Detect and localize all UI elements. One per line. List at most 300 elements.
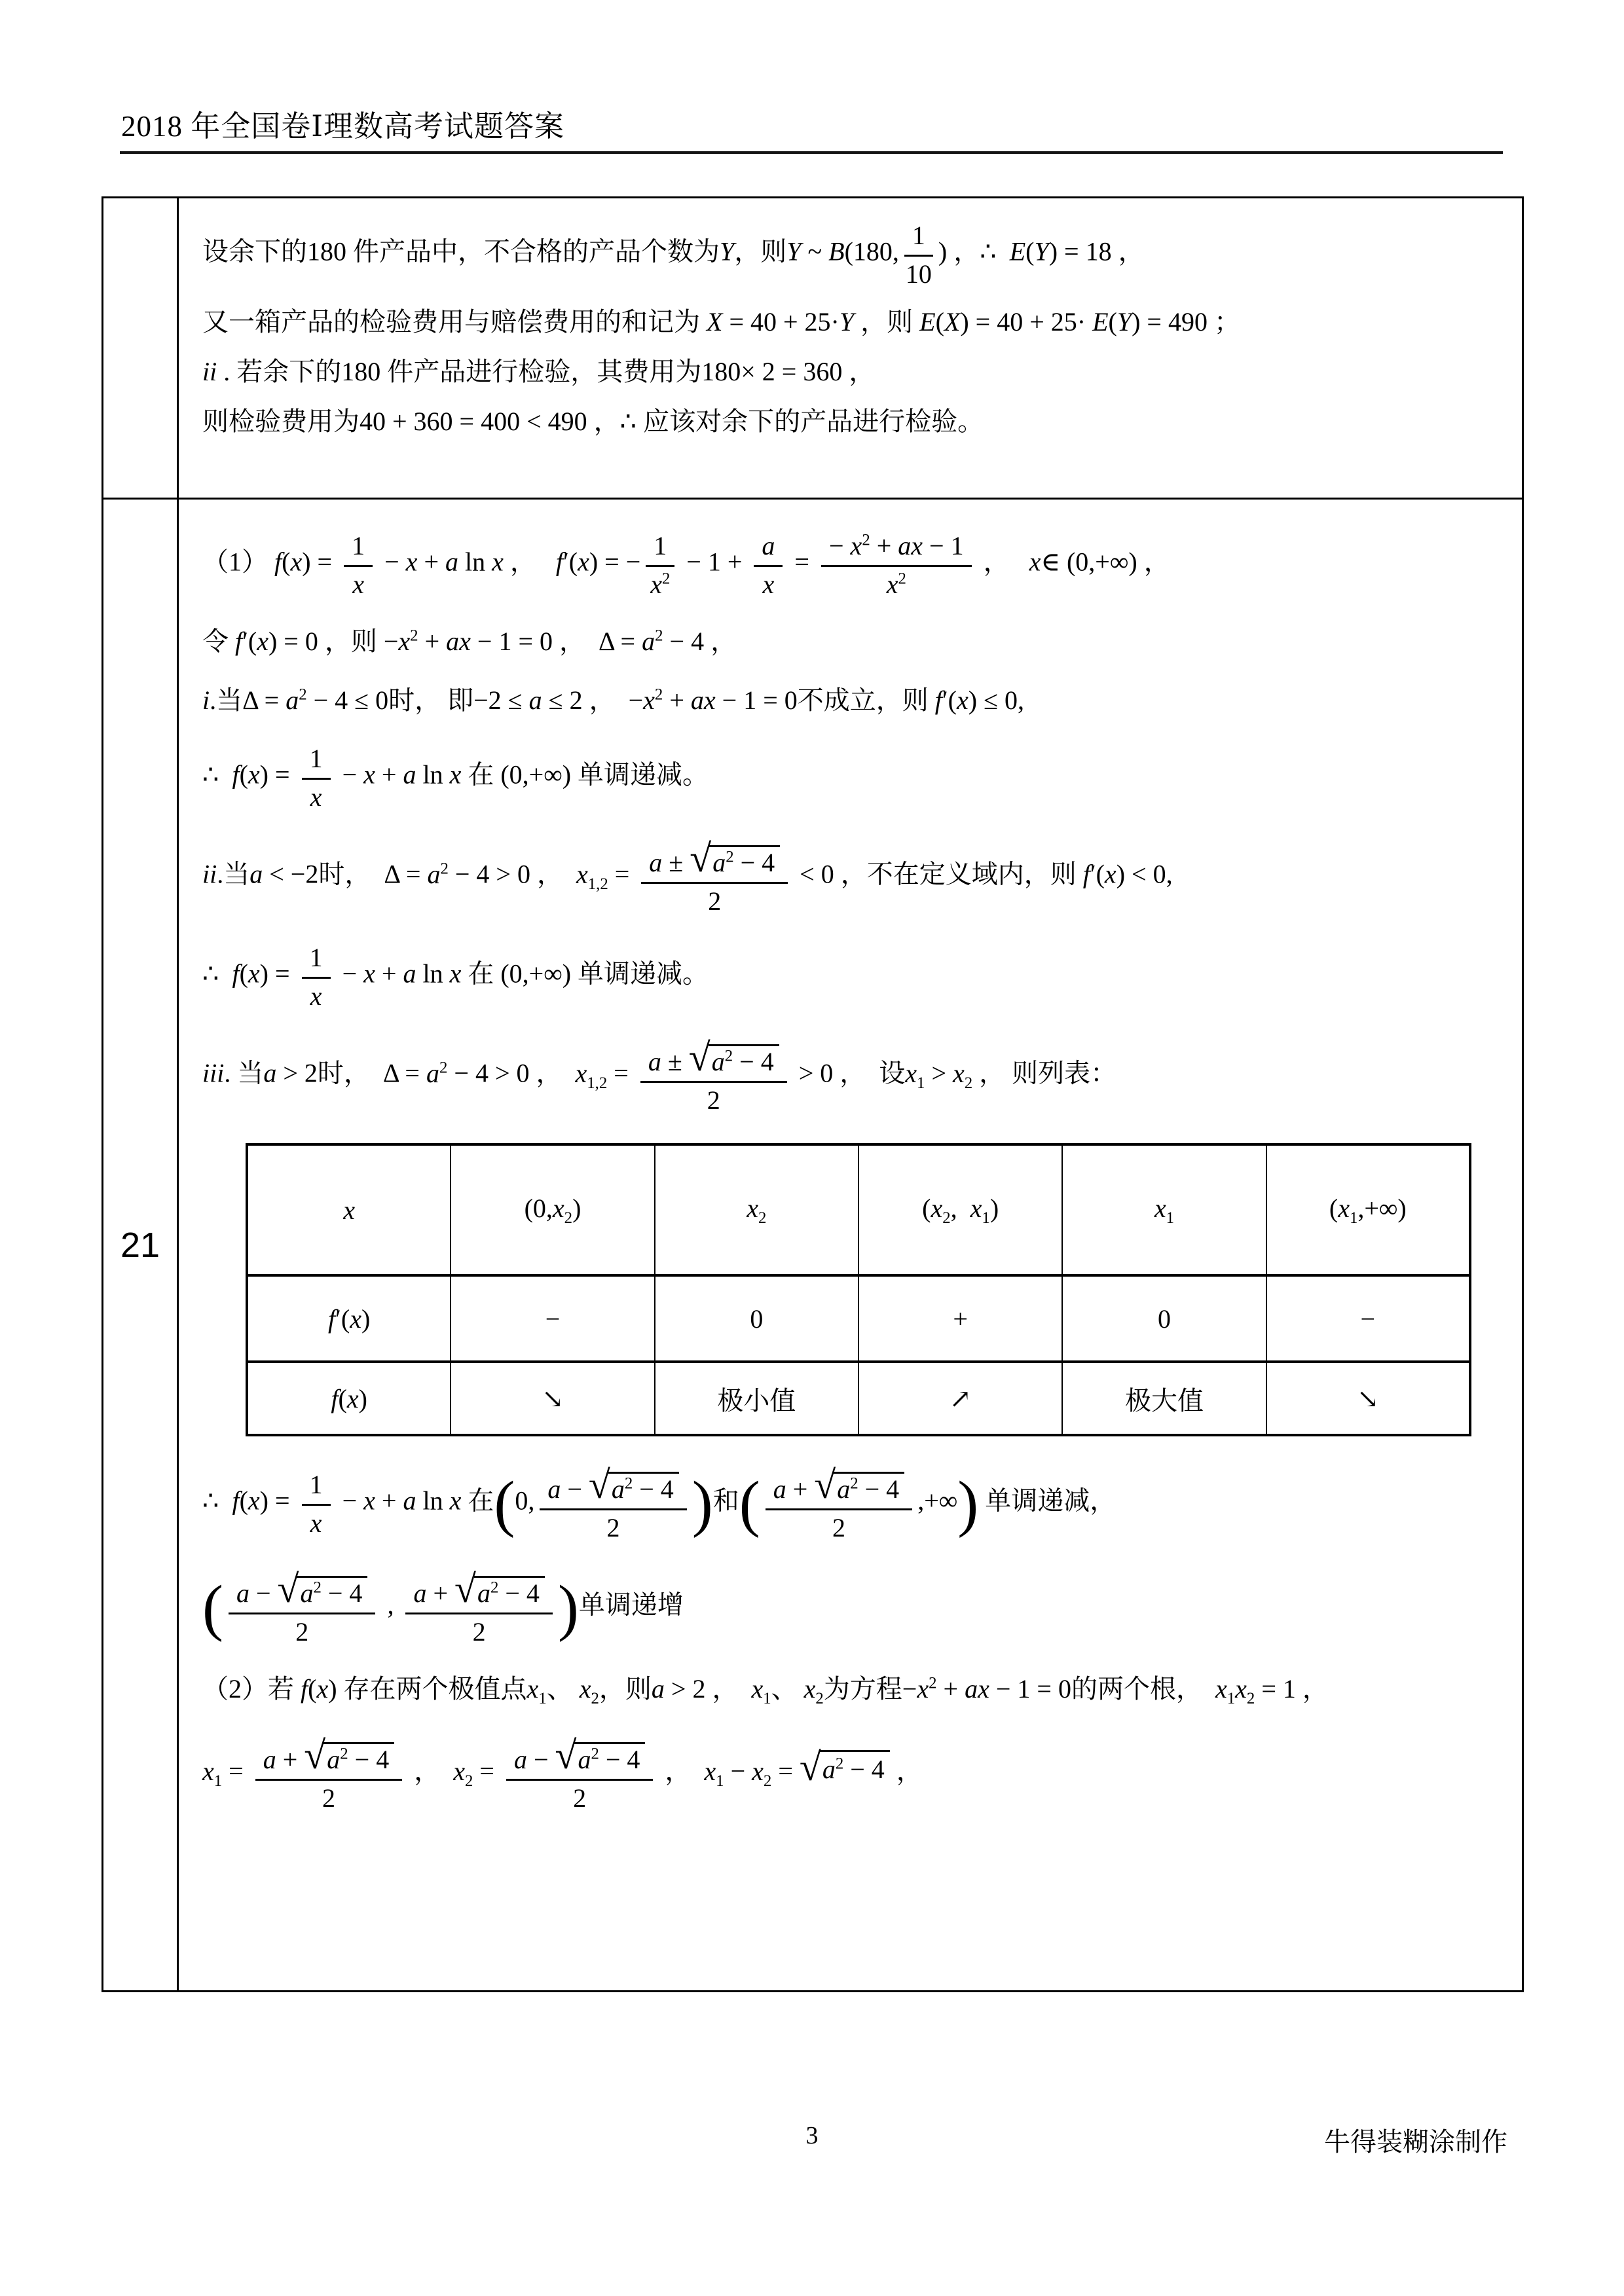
text-run: ( [239, 1485, 248, 1516]
text-run: − 4 [858, 1474, 900, 1504]
scripted-symbol: $x^2$ [917, 1674, 937, 1704]
fraction-denominator [295, 1614, 308, 1647]
text-run: = [473, 1756, 501, 1786]
text-run: x [290, 547, 303, 577]
question-number-cell: 21 [103, 500, 179, 1990]
fraction-denominator [310, 979, 322, 1011]
text-run: x [363, 1485, 375, 1516]
text-run: x [449, 1485, 462, 1516]
text-run: ( [338, 1383, 347, 1413]
text-run: − [724, 1756, 752, 1786]
text-run: > 2时， Δ = [276, 1058, 426, 1088]
text-run: Y [1116, 307, 1132, 337]
text-run: Y [720, 236, 735, 266]
fraction-numerator [646, 530, 674, 567]
text-run: .当Δ = [210, 685, 286, 715]
text-run: − [335, 958, 364, 989]
text-run: a [651, 1674, 665, 1704]
text-run: i [202, 685, 210, 715]
scripted-symbol: $a^2$ [286, 685, 307, 715]
text-run: 1 [912, 221, 925, 250]
answer-content-20 [179, 198, 1522, 498]
fraction-denominator [322, 1781, 335, 1813]
text-run: − 4 [733, 848, 775, 877]
text-run: x [363, 958, 375, 989]
text-run: + [870, 531, 898, 560]
text-run: Y [1034, 236, 1049, 266]
text-run: ∴ [202, 958, 232, 989]
text-run: ) < 0, [1116, 859, 1173, 889]
text-run: 、 [771, 1674, 804, 1704]
table-cell [451, 1362, 654, 1435]
table-cell [1266, 1144, 1470, 1275]
text-run: 2 [708, 886, 722, 916]
radicand [474, 1576, 545, 1609]
fraction-denominator [607, 1510, 620, 1543]
fraction [229, 1568, 375, 1647]
text-run: f [235, 627, 243, 656]
fraction-numerator [302, 1468, 331, 1506]
text-run: ) = [302, 547, 339, 577]
fraction-denominator [650, 567, 670, 600]
radicand [819, 1750, 890, 1787]
text-run: = [608, 859, 637, 889]
text-run: 单调递增 [578, 1590, 684, 1620]
radicand [574, 1742, 645, 1775]
text-run: 2 [472, 1617, 486, 1647]
text-run: ) [989, 1193, 999, 1223]
text-run: ~ [801, 236, 829, 266]
text-run: x [310, 1508, 322, 1538]
table-cell [451, 1275, 654, 1362]
text-run: ′( [563, 547, 578, 577]
radical-sign-icon: √ [799, 1745, 821, 1789]
text-run: . 若余下的180 件产品进行检验，其费用为180× 2 = 360 ， [217, 357, 876, 386]
big-paren: ( [494, 1468, 515, 1539]
text-run: ax [898, 531, 923, 560]
text-run: a [263, 1745, 276, 1775]
text-run: − [545, 1303, 561, 1334]
text-run: x [248, 759, 260, 790]
text-run: > 2 ， [664, 1674, 752, 1704]
text-run: f [232, 1485, 240, 1516]
fraction-numerator [229, 1568, 375, 1614]
table-cell [1062, 1275, 1266, 1362]
text-run: ， [658, 1756, 705, 1786]
radicand [834, 1472, 904, 1504]
question-number-cell [103, 198, 179, 498]
text-run: a [773, 1474, 786, 1504]
text-run: − [561, 1474, 589, 1504]
text-run: 1 [654, 531, 667, 560]
text-run: ，则 [734, 236, 787, 266]
text-run: Y [786, 236, 802, 266]
text-run: − 4 [633, 1474, 674, 1504]
text-run: − [526, 1745, 555, 1775]
fraction-numerator [344, 530, 373, 567]
text-run: − 4 [733, 1047, 774, 1076]
text-run: a [413, 1578, 427, 1608]
content-line [202, 405, 1504, 439]
text-run: ln [416, 759, 450, 790]
big-paren: ( [202, 1572, 223, 1643]
fraction-numerator [506, 1734, 653, 1781]
scripted-symbol: $a^2$ [642, 627, 663, 656]
text-run: x [350, 1303, 361, 1334]
text-run: 1 [309, 943, 323, 972]
big-paren: ( [739, 1468, 760, 1539]
text-run: − [1360, 1303, 1376, 1334]
table-row [247, 1275, 1470, 1362]
answer-row-question-21 [103, 498, 1522, 1990]
scripted-symbol: $x_2$ [931, 1193, 951, 1227]
text-run: f [328, 1303, 336, 1334]
square-root [304, 1736, 394, 1775]
text-run: 单调递减， [978, 1485, 1116, 1516]
text-run: ∈ (0,+∞) ， [1041, 547, 1170, 577]
text-run: （1） [202, 547, 274, 577]
text-run: > [925, 1058, 953, 1088]
fraction [506, 1734, 653, 1813]
text-run: − 1 = 0的两个根， [989, 1674, 1215, 1704]
content-line [202, 305, 1504, 339]
solution-lines-after-table [202, 1464, 1504, 1813]
text-run: ) ≤ 0, [968, 685, 1025, 715]
square-root [800, 1747, 890, 1787]
text-run: + [375, 759, 403, 790]
content-line [202, 1464, 1504, 1543]
text-run: 在 (0,+∞) 单调递减。 [461, 759, 709, 790]
fraction [540, 1464, 686, 1543]
scripted-symbol: $a^2$ [477, 1578, 499, 1608]
text-run: ( [239, 759, 248, 790]
text-run: x [248, 958, 260, 989]
text-run: 、 [546, 1674, 580, 1704]
fraction-denominator [573, 1781, 586, 1813]
text-run: ， [503, 547, 556, 577]
big-paren: ) [692, 1468, 713, 1539]
text-run: − 4 [321, 1578, 363, 1608]
text-run: 2 [707, 1085, 720, 1115]
text-run: 极大值 [1124, 1385, 1204, 1415]
radical-sign-icon: √ [690, 837, 712, 880]
text-run: ( [922, 1193, 931, 1223]
solution-lines-before-table [202, 530, 1504, 1116]
text-run: ，则 [599, 1674, 652, 1704]
scripted-symbol: $a^2$ [611, 1474, 633, 1504]
square-root [814, 1465, 904, 1504]
fraction-numerator [640, 1036, 787, 1083]
text-run: x [1104, 859, 1116, 889]
text-run: (0, [524, 1193, 553, 1223]
text-run: E [1009, 236, 1026, 266]
scripted-symbol: $x_2$ [453, 1756, 473, 1790]
text-run: x [363, 759, 375, 790]
text-run: − [335, 1485, 364, 1516]
fraction-numerator [302, 941, 331, 979]
text-run: − 4 ≤ 0时， 即−2 ≤ [306, 685, 529, 715]
text-run: x [316, 1674, 329, 1704]
text-run: − 4 [843, 1754, 885, 1784]
text-run: f [331, 1383, 339, 1413]
text-run: = [607, 1058, 635, 1088]
scripted-symbol: $x_2$ [579, 1674, 599, 1707]
big-paren: ) [957, 1468, 979, 1539]
content-line [202, 355, 1504, 389]
text-run: + [417, 547, 445, 577]
text-run: + [786, 1474, 815, 1504]
text-run: a [263, 1058, 277, 1088]
text-run: ) [572, 1193, 581, 1223]
text-run: − [249, 1578, 278, 1608]
text-run: ) = 40 + 25· [960, 307, 1093, 337]
fraction-denominator [310, 780, 322, 812]
text-run: 2 [832, 1513, 845, 1542]
text-run: ( [935, 307, 944, 337]
content-line [202, 625, 1504, 659]
text-run: ) = [259, 1485, 297, 1516]
text-run: ) ，∴ [938, 236, 1010, 266]
text-run: 0 [1157, 1303, 1171, 1334]
text-run: ) [358, 1383, 367, 1413]
text-run: 又一箱产品的检验费用与赔偿费用的和记为 [202, 307, 707, 337]
text-run: a [528, 685, 542, 715]
table-cell [247, 1362, 451, 1435]
scripted-symbol: $x_2$ [1235, 1674, 1255, 1707]
text-run: a [403, 759, 416, 790]
text-run: x [449, 958, 462, 989]
scripted-symbol: $x_{1,2}$ [576, 859, 608, 893]
scripted-symbol: $x_2$ [953, 1058, 973, 1092]
text-run: ′( [242, 627, 257, 656]
scripted-symbol: $a^2$ [578, 1745, 599, 1775]
text-run: − [335, 759, 364, 790]
text-run: ， [889, 1756, 923, 1786]
text-run: ln [416, 1485, 450, 1516]
table-cell [655, 1144, 858, 1275]
fraction-numerator [540, 1464, 686, 1510]
text-run: a [648, 1047, 661, 1076]
text-run: 和 [712, 1485, 739, 1516]
fraction-numerator [302, 742, 331, 780]
fraction-denominator [352, 567, 364, 600]
table-cell [1062, 1144, 1266, 1275]
text-run: − [828, 531, 851, 560]
text-run: = [771, 1756, 800, 1786]
scripted-symbol: $a^2$ [427, 859, 449, 889]
fraction-numerator [821, 530, 972, 567]
text-run: f [1082, 859, 1090, 889]
table-cell [1062, 1362, 1266, 1435]
table-cell [1266, 1275, 1470, 1362]
text-run: ii [202, 357, 217, 386]
text-run: ( [1108, 307, 1117, 337]
text-run: ↗ [949, 1383, 972, 1413]
text-run: a [445, 547, 458, 577]
text-run: + [663, 685, 691, 715]
text-run: x [352, 570, 364, 599]
scripted-symbol: $x_1$ [1215, 1674, 1236, 1707]
text-run: x [956, 685, 969, 715]
scripted-symbol: $a^2$ [712, 848, 734, 877]
text-run: X [707, 307, 723, 337]
scripted-symbol: $x_1$ [1338, 1193, 1358, 1227]
text-run: x [405, 547, 418, 577]
text-run: ) 存在两个极值点 [328, 1674, 527, 1704]
text-run: x [248, 1485, 260, 1516]
scripted-symbol: $x^2$ [643, 685, 663, 715]
text-run: x [346, 1383, 359, 1413]
text-run: = [222, 1756, 250, 1786]
text-run: + [375, 1485, 403, 1516]
content-line [202, 1734, 1504, 1813]
fraction-denominator [310, 1506, 322, 1539]
text-run: − 1 = 0不成立，则 [715, 685, 935, 715]
text-run: a [762, 531, 775, 560]
scripted-symbol: $a^2$ [711, 1047, 733, 1076]
text-run: ( [239, 958, 248, 989]
scripted-symbol: $x^2$ [886, 570, 906, 599]
content-line [202, 742, 1504, 812]
scripted-symbol: $a^2$ [426, 1058, 448, 1088]
radical-sign-icon: √ [454, 1567, 476, 1611]
fraction [754, 530, 783, 600]
text-run: x [257, 627, 268, 656]
text-run: 2 [295, 1617, 309, 1647]
text-run: E [1092, 307, 1109, 337]
fraction [405, 1568, 552, 1647]
table-cell [247, 1275, 451, 1362]
scripted-symbol: $x^2$ [650, 570, 671, 599]
text-run: − 4 [599, 1745, 640, 1775]
radical-sign-icon: √ [277, 1567, 299, 1611]
fraction-numerator [754, 530, 783, 567]
scripted-symbol: $x_2$ [747, 1193, 767, 1227]
variation-table [246, 1143, 1471, 1436]
text-run: ax [690, 685, 716, 715]
scripted-symbol: $x_1$ [704, 1756, 724, 1790]
text-run: X [944, 307, 961, 337]
text-run: ( [1329, 1193, 1338, 1223]
radical-sign-icon: √ [588, 1463, 610, 1506]
square-root [555, 1736, 646, 1775]
text-run: ,+∞) [1357, 1193, 1407, 1223]
text-run: ，则 [854, 307, 920, 337]
content-line [202, 941, 1504, 1011]
text-run: ， 则列表： [972, 1058, 1117, 1088]
text-run: 极小值 [717, 1385, 796, 1415]
text-run: > 0 ， 设 [792, 1058, 906, 1088]
page-title: 2018 年全国卷Ⅰ理数高考试题答案 [121, 110, 565, 143]
fraction [640, 1036, 787, 1116]
content-line [202, 1036, 1504, 1116]
fraction [302, 742, 331, 812]
fraction [821, 530, 972, 600]
text-run: B [828, 236, 845, 266]
text-run: = [788, 547, 816, 577]
text-run: ∴ [202, 1485, 232, 1516]
text-run: a [649, 848, 663, 877]
text-run: − 1 [923, 531, 964, 560]
table-row [247, 1362, 1470, 1435]
text-run: x [578, 547, 589, 577]
radical-sign-icon: √ [814, 1463, 836, 1506]
text-run: − 4 > 0 ， [447, 1058, 576, 1088]
text-run: ≤ 2 ， − [542, 685, 644, 715]
text-run: 则检验费用为40 + 360 = 400 < 490 ，∴ 应该对余下的产品进行检验。 [202, 407, 984, 436]
text-run: , [380, 1590, 401, 1620]
square-root [589, 1465, 679, 1504]
text-run: ( [282, 547, 291, 577]
fraction-denominator [473, 1614, 486, 1647]
text-run: Y [839, 307, 855, 337]
text-run: . 当 [224, 1058, 264, 1088]
radicand [297, 1576, 367, 1609]
text-run: + [418, 627, 447, 656]
fraction-numerator [405, 1568, 552, 1614]
text-run: ,+∞ [917, 1485, 958, 1516]
text-run: .当 [217, 859, 250, 889]
text-run: a [403, 1485, 416, 1516]
text-run: = 1 ， [1255, 1674, 1329, 1704]
text-run: 0 [750, 1303, 764, 1334]
text-run: + [953, 1303, 968, 1334]
text-run: x [1029, 547, 1041, 577]
text-run: 令 [202, 627, 235, 656]
scripted-symbol: $a^2$ [327, 1745, 348, 1775]
text-run: < 0 ，不在定义域内，则 [793, 859, 1083, 889]
scripted-symbol: $x_2$ [803, 1674, 824, 1707]
content-line [202, 219, 1504, 289]
fraction-denominator [708, 884, 721, 917]
scripted-symbol: $x_1$ [751, 1674, 771, 1707]
text-run: 在 (0,+∞) 单调递减。 [461, 958, 709, 989]
radicand [709, 845, 780, 878]
fraction [255, 1734, 402, 1813]
square-root [690, 839, 780, 878]
text-run: （2）若 [202, 1674, 301, 1704]
fraction [904, 219, 933, 289]
fraction-numerator [766, 1464, 912, 1510]
content-line [202, 837, 1504, 917]
text-run: ax [965, 1674, 989, 1704]
text-run: f [301, 1674, 308, 1704]
fraction-denominator [707, 1083, 720, 1116]
scripted-symbol: $a^2$ [822, 1754, 844, 1784]
page-number: 3 [805, 2122, 819, 2149]
header-rule [120, 151, 1503, 154]
fraction [302, 941, 331, 1011]
text-run: x [449, 759, 462, 790]
text-run: a [403, 958, 416, 989]
text-run: iii [202, 1058, 225, 1088]
text-run: − 4 [498, 1578, 540, 1608]
content-line [202, 1672, 1504, 1709]
table-cell [451, 1144, 654, 1275]
text-run: 1 [309, 1470, 323, 1499]
scripted-symbol: $x_1$ [1154, 1193, 1175, 1227]
text-run: f [555, 547, 564, 577]
text-run: = 40 + 25· [722, 307, 840, 337]
text-run: 2 [606, 1513, 620, 1542]
radicand [608, 1472, 679, 1504]
text-run: − 4 > 0 ， [448, 859, 576, 889]
square-root [278, 1569, 368, 1609]
answer-content-21 [179, 500, 1522, 1990]
variation-table-body [247, 1144, 1470, 1435]
text-run: ) = 490 ； [1132, 307, 1240, 337]
text-run: + [375, 958, 403, 989]
